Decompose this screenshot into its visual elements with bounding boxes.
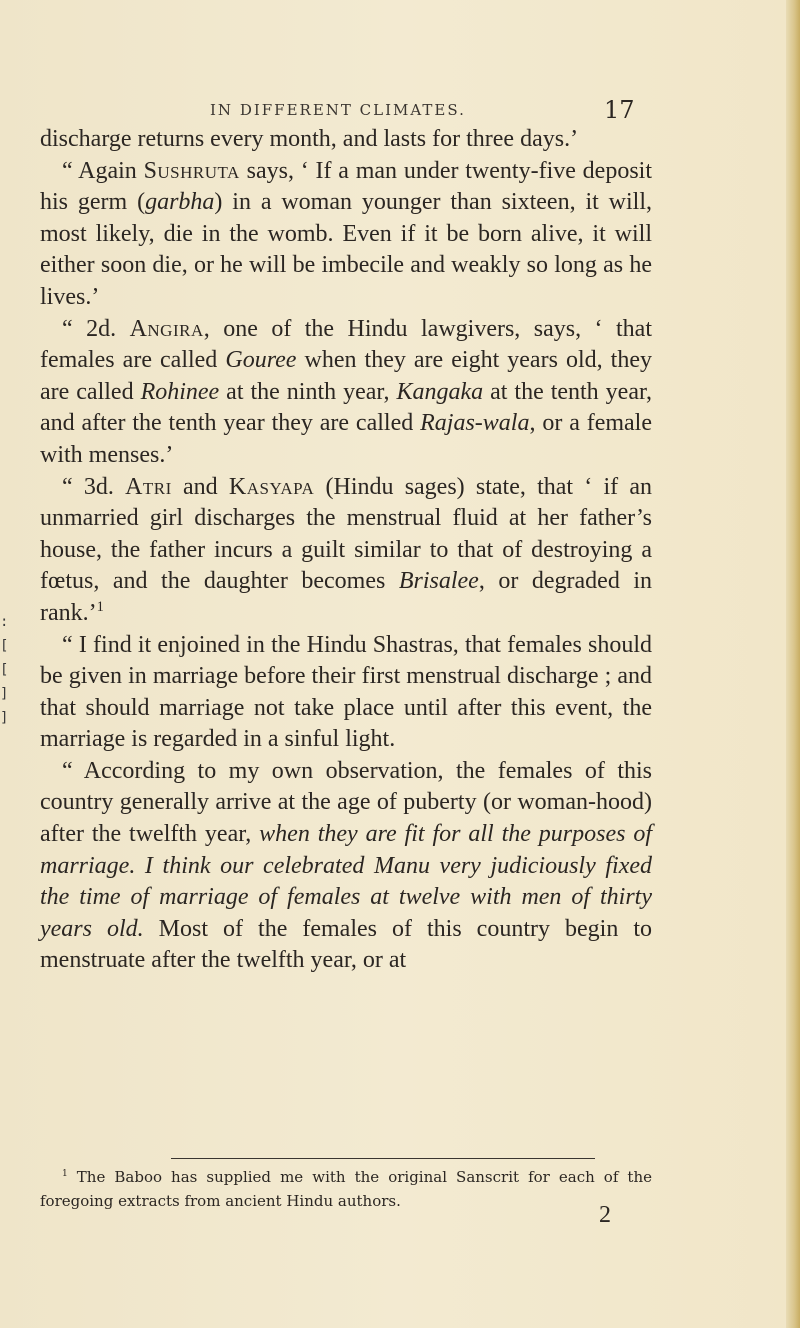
footnote-text: The Baboo has supplied me with the original Sanscrit for each of the foregoing extracts from ancient Hindu authors. [40, 1168, 652, 1210]
margin-mark: ] [0, 710, 9, 726]
author-name: Sushruta [143, 157, 240, 184]
author-name: Angira [129, 315, 204, 342]
sanskrit-term: Rajas-wala [420, 410, 530, 437]
page-number: 17 [604, 96, 635, 124]
paragraph: “ I find it enjoined in the Hindu Shastras, that females should be given in marriage before their first menstrual discharge ; and that should marriage not take place until after this event, the marriage is regarded in a sinful light. [40, 631, 652, 753]
sanskrit-term: garbha [145, 189, 215, 216]
author-name: Atri [125, 473, 172, 500]
paragraph: “ 3d. Atri and Kasyapa (Hindu sages) state, that ‘ if an unmarried girl discharges the menstrual fluid at her father’s house, the father incurs a guilt similar to that of destroying a fœtus, and the daughter becomes Brisalee, or degraded in rank.’$^1$ [40, 473, 653, 626]
paragraph: “ Again Sushruta says, ‘ If a man under twenty-five deposit his germ (garbha) in a woman younger than sixteen, it will, most likely, die in the womb. Even if it be born alive, it will either soon die, or he will be imbecile and weakly so long as he lives.’ [40, 157, 652, 310]
sanskrit-term: Rohinee [140, 378, 220, 405]
paragraph: discharge returns every month, and lasts for three days.’ [40, 126, 579, 152]
margin-mark: [ [0, 638, 9, 654]
footnote-marker: 1 [62, 1169, 68, 1179]
paragraph: “ According to my own observation, the females of this country generally arrive at the age of puberty (or woman-hood) after the twelfth year, when they are fit for all the purposes of marriage. I think our celebrated Manu very judiciously fixed the time of marriage of females at twelve with men of thirty years old. Most of the females of this country begin to menstruate after the twelfth year, or at [40, 757, 653, 974]
footnote-rule [171, 1158, 595, 1159]
signature-mark: 2 [599, 1202, 611, 1228]
running-head: IN DIFFERENT CLIMATES. [210, 101, 466, 119]
margin-mark: [ [0, 662, 9, 678]
margin-mark: : [0, 614, 9, 630]
emphasized-passage: when they are fit for all the purposes of marriage. I think our celebrated Manu very judiciously fixed the time of marriage of females at twelve with men of thirty years old. [40, 821, 653, 942]
footnote-reference: 1 [96, 598, 104, 615]
body-text [40, 124, 652, 977]
footnote [40, 1165, 652, 1213]
sanskrit-term: Brisalee [398, 568, 479, 595]
paragraph: “ 2d. Angira, one of the Hindu lawgivers, says, ‘ that females are called Gouree when they are eight years old, they are called Rohinee at the ninth year, Kangaka at the tenth year, and after the tenth year they are called Rajas-wala, or a female with menses.’ [40, 315, 653, 468]
page-edge [786, 0, 800, 1328]
margin-mark: ] [0, 686, 9, 702]
author-name: Kasyapa [228, 473, 315, 500]
binding-margin-marks [0, 610, 10, 730]
sanskrit-term: Gouree [225, 347, 297, 374]
sanskrit-term: Kangaka [396, 378, 484, 405]
